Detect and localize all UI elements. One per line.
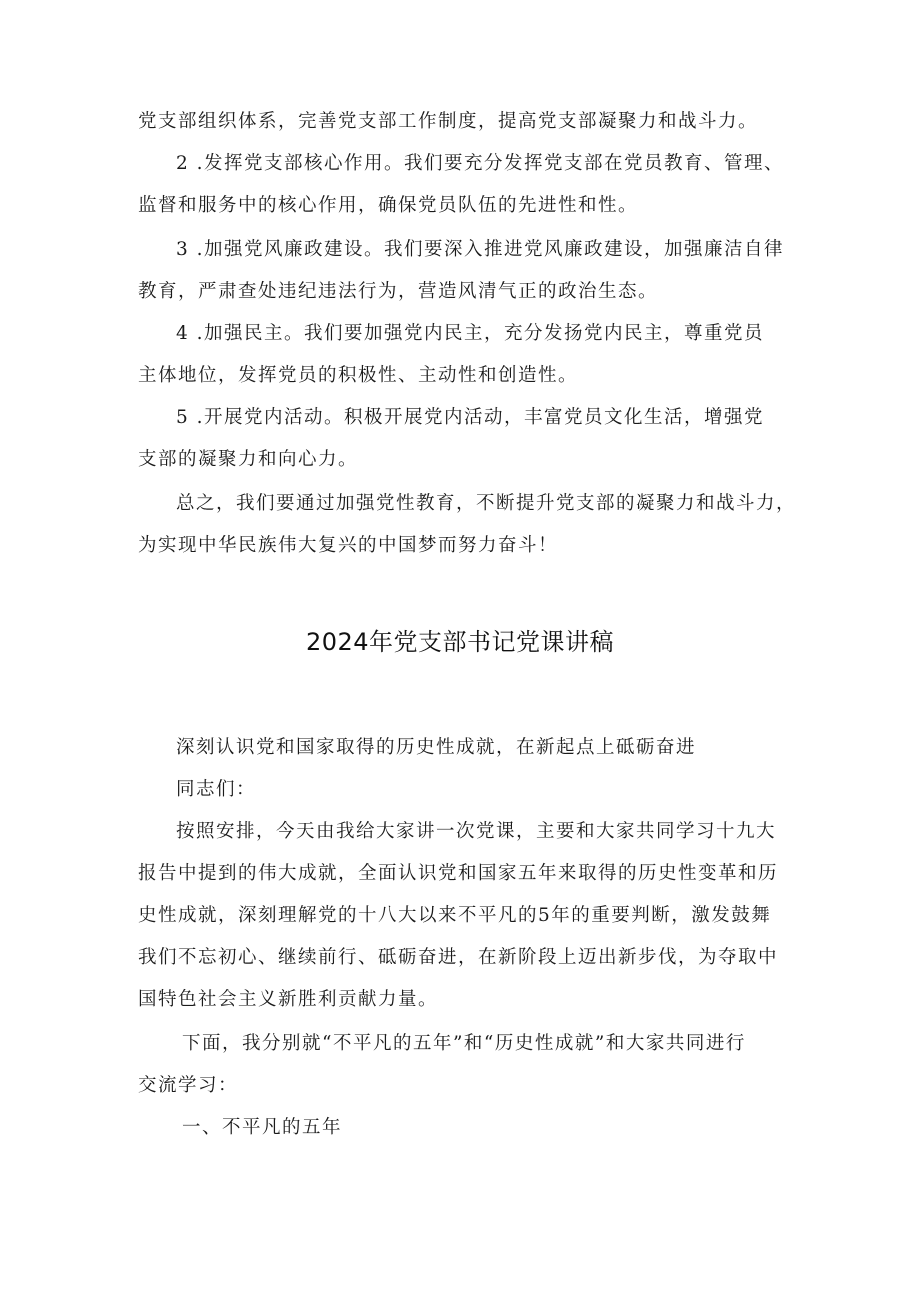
document-title: 2024年党支部书记党课讲稿 — [305, 628, 615, 656]
list-item-3-line: 3 .加强党风廉政建设。我们要深入推进党风廉政建设，加强廉洁自律 — [176, 239, 785, 260]
paragraph-line: 党支部组织体系，完善党支部工作制度，提高党支部凝聚力和战斗力。 — [138, 111, 759, 132]
paragraph-line: 史性成就，深刻理解党的十八大以来不平凡的5年的重要判断，激发鼓舞 — [138, 905, 772, 926]
paragraph-line: 报告中提到的伟大成就，全面认识党和国家五年来取得的历史性变革和历 — [138, 863, 779, 884]
list-item-2-line: 监督和服务中的核心作用，确保党员队伍的先进性和性。 — [138, 195, 639, 216]
salutation: 同志们： — [176, 779, 257, 800]
list-item-4-line: 4 .加强民主。我们要加强党内民主，充分发扬党内民主，尊重党员 — [176, 323, 765, 344]
list-item-5-line: 支部的凝聚力和向心力。 — [138, 449, 359, 470]
paragraph-line: 按照安排，今天由我给大家讲一次党课，主要和大家共同学习十九大 — [176, 821, 777, 842]
list-item-3-line: 教育，严肃查处违纪违法行为，营造风清气正的政治生态。 — [138, 281, 659, 302]
paragraph-line: 我们不忘初心、继续前行、砥砺奋进，在新阶段上迈出新步伐，为夺取中 — [138, 947, 779, 968]
paragraph-line: 下面，我分别就“不平凡的五年”和“历史性成就”和大家共同进行 — [182, 1033, 746, 1054]
section-heading: 一、不平凡的五年 — [182, 1117, 343, 1138]
list-item-2-line: 2 .发挥党支部核心作用。我们要充分发挥党支部在党员教育、管理、 — [176, 153, 785, 174]
conclusion-line: 总之，我们要通过加强党性教育，不断提升党支部的凝聚力和战斗力， — [176, 493, 797, 514]
subtitle-line: 深刻认识党和国家取得的历史性成就，在新起点上砥砺奋进 — [176, 737, 697, 758]
list-item-4-line: 主体地位，发挥党员的积极性、主动性和创造性。 — [138, 365, 579, 386]
conclusion-line: 为实现中华民族伟大复兴的中国梦而努力奋斗！ — [138, 535, 559, 556]
paragraph-line: 国特色社会主义新胜利贡献力量。 — [138, 989, 439, 1010]
list-item-5-line: 5 .开展党内活动。积极开展党内活动，丰富党员文化生活，增强党 — [176, 407, 765, 428]
paragraph-line: 交流学习： — [138, 1075, 239, 1096]
